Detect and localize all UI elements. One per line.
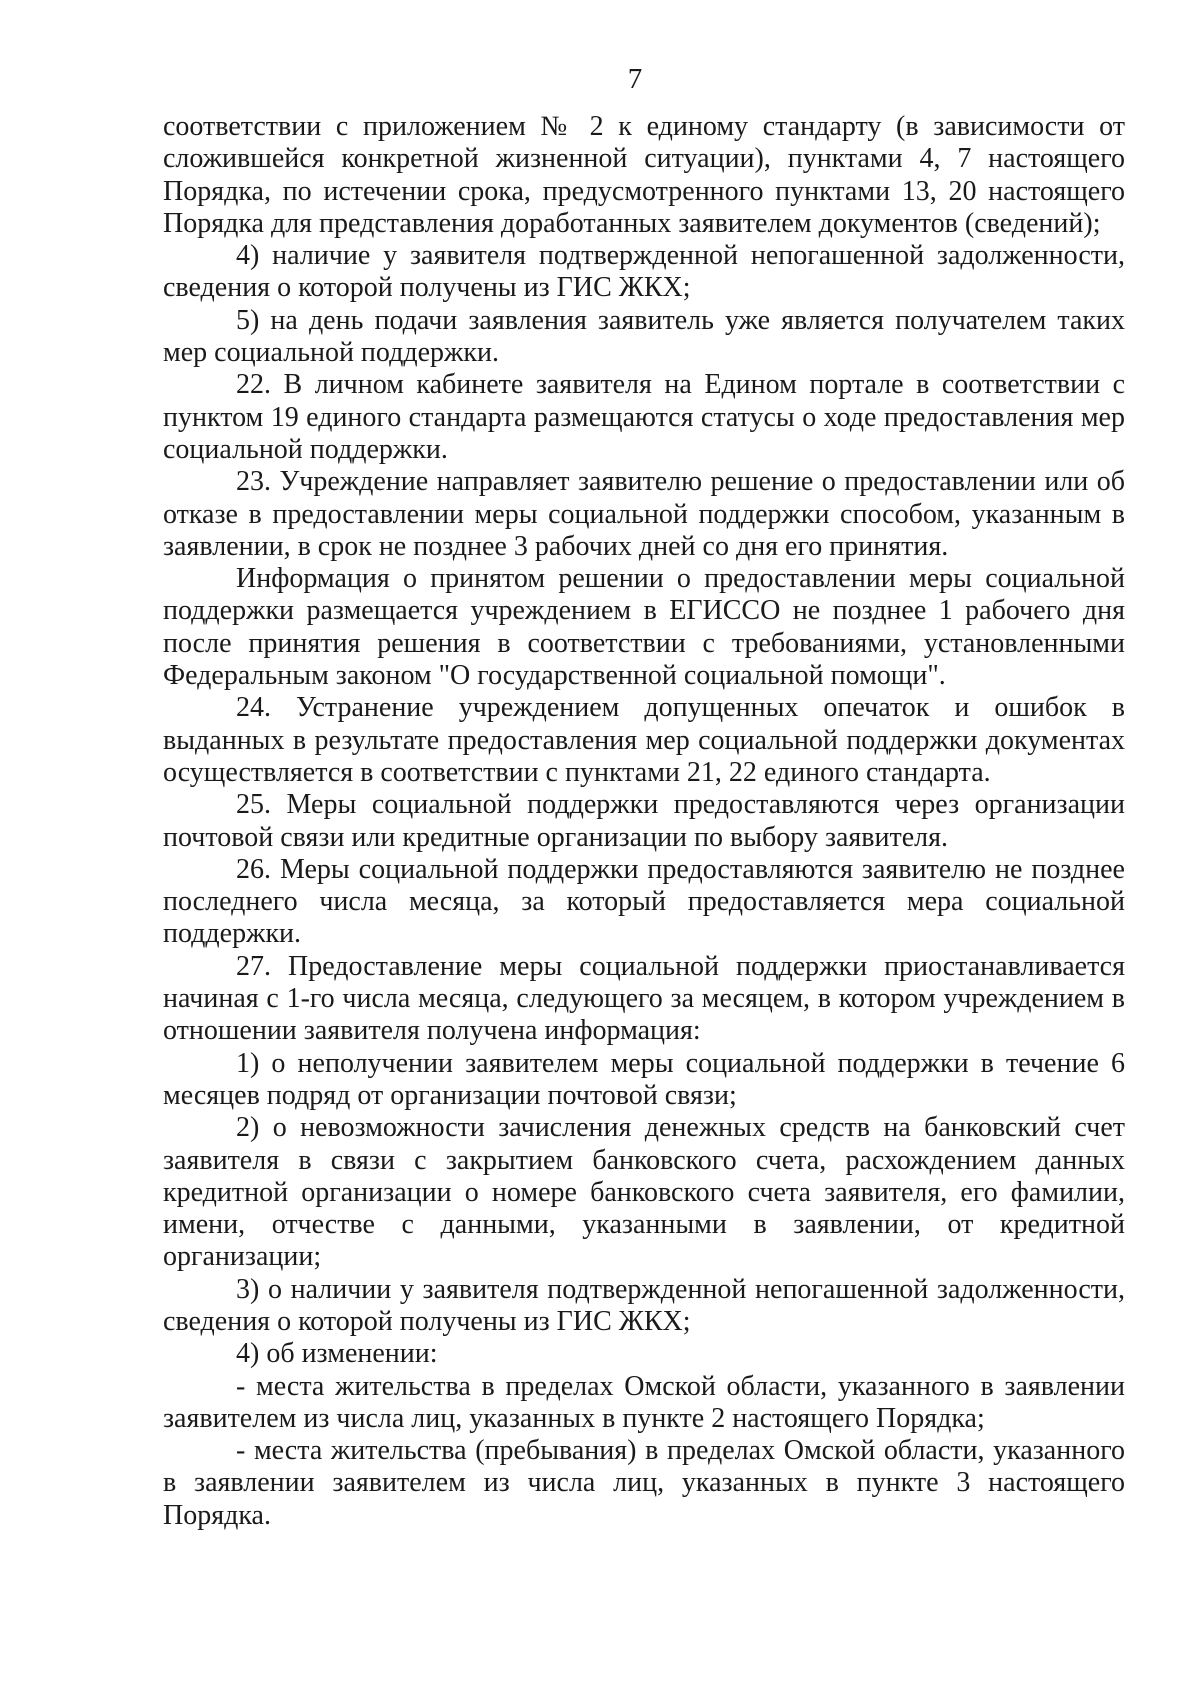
paragraph-clause-22: 22. В личном кабинете заявителя на Едином портале в соответствии с пунктом 19 единого стандарта размещаются статусы о ходе предоставления мер социальной поддержки. <box>163 369 1125 465</box>
paragraph-clause-27: 27. Предоставление меры социальной поддержки приостанавливается начиная с 1-го числа месяца, следующего за месяцем, в котором учреждением в отношении заявителя получена информация: <box>163 950 1125 1047</box>
paragraph-continuation: соответствии с приложением № 2 к единому стандарту (в зависимости от сложившейся конкретной жизненной ситуации), пунктами 4, 7 настоящего Порядка, по истечении срока, предусмотренного пунктами 13, 20 настоящего Порядка для представления доработанных заявителем документов (сведений); <box>163 111 1125 239</box>
paragraph-clause-25: 25. Меры социальной поддержки предоставляются через организации почтовой связи или кредитные организации по выбору заявителя. <box>163 789 1125 853</box>
paragraph-subitem-3: 3) о наличии у заявителя подтвержденной непогашенной задолженности, сведения о которой получены из ГИС ЖКХ; <box>163 1273 1125 1337</box>
paragraph-clause-23: 23. Учреждение направляет заявителю решение о предоставлении или об отказе в предоставлении меры социальной поддержки способом, указанным в заявлении, в срок не позднее 3 рабочих дней со дня его принятия. <box>163 466 1125 562</box>
paragraph-item-5: 5) на день подачи заявления заявитель уже является получателем таких мер социальной поддержки. <box>163 304 1125 369</box>
page-number: 7 <box>627 63 643 95</box>
paragraph-clause-24: 24. Устранение учреждением допущенных опечаток и ошибок в выданных в результате предоставления мер социальной поддержки документах осуществляется в соответствии с пунктами 21, 22 единого стандарта. <box>163 692 1125 788</box>
document-body <box>163 111 1125 1532</box>
paragraph-clause-26: 26. Меры социальной поддержки предоставляются заявителю не позднее последнего числа месяца, за который предоставляется мера социальной поддержки. <box>163 853 1125 950</box>
paragraph-information: Информация о принятом решении о предоставлении меры социальной поддержки размещается учреждением в ЕГИССО не позднее 1 рабочего дня после принятия решения в соответствии с требованиями, установленными Федеральным законом "О государственной социальной помощи". <box>163 563 1125 692</box>
paragraph-dash-item-1: - места жительства в пределах Омской области, указанного в заявлении заявителем из числа лиц, указанных в пункте 2 настоящего Порядка; <box>163 1370 1125 1434</box>
paragraph-subitem-2: 2) о невозможности зачисления денежных средств на банковский счет заявителя в связи с закрытием банковского счета, расхождением данных кредитной организации о номере банковского счета заявителя, его фамилии, имени, отчестве с данными, указанными в заявлении, от кредитной организации; <box>163 1112 1125 1273</box>
paragraph-subitem-1: 1) о неполучении заявителем меры социальной поддержки в течение 6 месяцев подряд от организации почтовой связи; <box>163 1047 1125 1111</box>
paragraph-subitem-4: 4) об изменении: <box>236 1338 438 1370</box>
paragraph-dash-item-2: - места жительства (пребывания) в пределах Омской области, указанного в заявлении заявителем из числа лиц, указанных в пункте 3 настоящего Порядка. <box>163 1435 1125 1531</box>
paragraph-item-4: 4) наличие у заявителя подтвержденной непогашенной задолженности, сведения о которой получены из ГИС ЖКХ; <box>163 240 1125 304</box>
